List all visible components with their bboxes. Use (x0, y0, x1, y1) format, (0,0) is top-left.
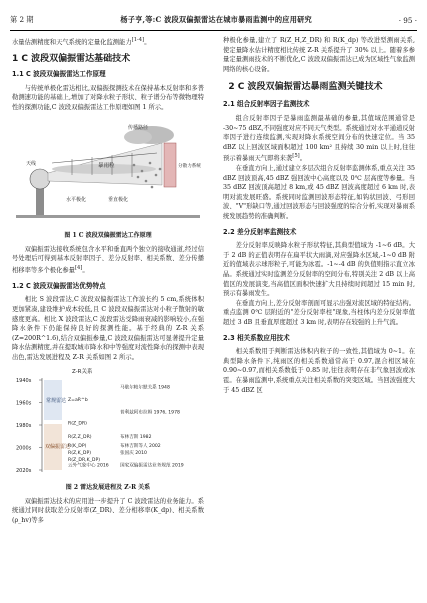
timeline-year: 2000s (16, 445, 32, 452)
timeline-year: 1960s (16, 400, 32, 407)
paragraph-2-1: 组合反射率因子是暴雨监测最基础的参量,其值域范围通常是 -30~75 dBZ,不同强度对应不同天气类型。系统通过对水平通道反射率因子进行连续监测,实现对降水系统空间分布的快速定位。当 35 dBZ 以上回波区域面积超过 100 km² 且持续 30 min 以上时,往往预示着暴雨天气即将来袭[5]。 (223, 114, 415, 163)
issue-number: 第 2 期 (10, 15, 34, 24)
paragraph-2-3: 差分反射率反映降水粒子形状特征,其典型值域为 -1~6 dB。大于 2 dB 的正值表明存在扁平状大雨滴,对应强降水区域,-1~0 dB 附近的值域表示球形粒子,可能为冰雹。-1~-4 dB 的负值则指示直立冰晶。系统通过实时监测差分反射率的空间分布,特别关注 2 dB 以上高值区的发展演变,当高值区面积快速扩大且持续时间超过 15 min 时,预示有暴雨发生。 (223, 242, 415, 298)
timeline-item: 普利兹阿布拉姆 1976, 1978 (120, 410, 180, 416)
section-2-heading: 2 C 波段双偏振雷达暴雨监测关键技术 (228, 82, 383, 93)
left-column (12, 36, 204, 525)
section-2-1-heading: 2.1 组合反射率因子监测技术 (223, 100, 310, 109)
timeline-item: 马歇尔帕尔默关系 1948 (120, 385, 170, 391)
scattering-volume (164, 143, 176, 187)
label-rain: 暴雨粒 (98, 162, 115, 169)
section-2-3-heading: 2.3 相关系数应用技术 (223, 333, 290, 342)
running-header (10, 13, 417, 27)
timeline-item: R(K_DP) (68, 444, 87, 450)
paragraph-2-2: 在垂直方向上,通过建立多层次组合反射率监测体系,重点关注 35 dBZ 回波顶高,45 dBZ 强回波中心高度以及 0℃ 层高度等参量。当 35 dBZ 回波顶高超过 8 km,或 45 dBZ 回波高度超过 6 km 时,表明对流发展旺盛。系统同时监测回波形态特征,如钩状回波、弓形回波、"V"形缺口等,通过回波形态与回波强度的综合分析,实现对暴雨系统发展趋势的准确判断。 (223, 165, 415, 220)
stage-conventional-label: 常规雷达 (46, 398, 67, 405)
paragraph-2-5: 相关系数用于判断雷达体积内粒子的一致性,其值域为 0~1。在典型降水条件下,纯雨区的相关系数通常高于 0.97,混合相区域在 0.90~0.97,而相关系数低于 0.85 时,往往表明存在非气象回波或冰雹。在暴雨监测中,系统重点关注相关系数的突变区域。当回波强度大于 45 dBZ 区 (223, 348, 415, 394)
ground (16, 215, 200, 218)
page-number: · 95 · (398, 15, 417, 25)
section-1-1-heading: 1.1 C 波段双偏振雷达工作原理 (12, 70, 106, 79)
section-1-heading: 1 C 波段双偏振雷达基础技术 (12, 53, 131, 64)
timeline-item: R(Z,Z_DR) (68, 435, 92, 441)
figure-2-caption: 图 2 雷达发展进程及 Z-R 关系 (65, 484, 151, 492)
label-propagation: 传播路径 (128, 124, 149, 131)
label-horizontal: 水平极化 (66, 196, 87, 203)
figure-1-caption: 图 1 C 波段双偏振雷达工作原理 (64, 232, 152, 240)
timeline-item: R(Z,K_DP) (68, 451, 92, 457)
timeline-year: 2020s (16, 468, 32, 475)
right-column (223, 36, 415, 395)
timeline-year: 1940s (16, 378, 32, 385)
paragraph-2-0: 种极化参量,建立了 R(Z_H,Z_DR) 和 R(K_dp) 等改进型测雨关系,使定量降水估计精度相比传统 Z-R 关系提升了 30% 以上。随着多参量定量测雨技术的不断优化,C 波段双偏振雷达已成为区域性气象监测网络的核心设备。 (223, 37, 415, 73)
section-2-2-heading: 2.2 差分反射率监测技术 (223, 227, 297, 236)
stage-dualpol-label: 双偏振雷达 (45, 444, 71, 451)
header-rule (10, 30, 417, 31)
label-antenna: 天线 (26, 160, 37, 167)
timeline-item: 张国庆 2010 (120, 451, 147, 457)
timeline-item: Z=aR^b (68, 398, 88, 404)
figure-2-timeline (12, 366, 204, 476)
citation: [4] (74, 265, 83, 272)
paragraph-1-2: 双偏振雷达接收系统包含水平和垂直两个独立的接收通道,经过信号处理后可得到基本反射率因子、差分反射率、相关系数、差分传播相移率等多个极化参量[4]。 (12, 245, 204, 275)
paragraph-2-4: 在垂直方向上,差分反射率剖面可显示出强对流区域的特征结构。重点监测 0℃ 层附近的"差分反射率柱"现象,当柱体内差分反射率值超过 3 dB 且垂直厚度超过 3 km 时,表明存在较强的上升气流。 (223, 299, 415, 326)
timeline-item: R(Z_DR,K_DP) (68, 458, 101, 464)
radar-dome (30, 169, 50, 189)
label-vertical: 垂直极化 (108, 196, 129, 203)
figure-1-radar-principle (12, 115, 204, 225)
timeline-item: 布林吉斯 1982 (120, 435, 152, 441)
timeline-year: 1980s (16, 423, 32, 430)
section-1-2-heading: 1.2 C 波段双偏振雷达优势特点 (12, 281, 106, 290)
timeline-years (16, 378, 42, 474)
timeline-top-label: Z-R关系 (72, 369, 93, 376)
timeline-item: 国家双偏振雷达业务规范 2019 (120, 464, 184, 470)
timeline-item: 布林吉斯等人 2002 (120, 444, 161, 450)
paragraph-1-1: 与传统单极化雷达相比,双偏振探测技术在保持基本反射率和多普勒测速功能的基础上,增加了对降水粒子形状、粒子谱分布等微物理特性的探测功能,C 波段双偏振雷达工作原理如图 1 所示。 (12, 84, 204, 112)
intro-paragraph: 水量估测精度和天气系统的定量化监测能力[1-4]。 (12, 37, 151, 47)
paragraph-1-3: 相比 S 波段雷达,C 波段双偏振雷达工作波长约 5 cm,系统体积更加紧凑,建设维护成本较低,且 C 波段双偏振雷达对小粒子散射的敏感度更高。相比 X 波段雷达,C 波段雷达受降雨衰减的影响较小,在强降水条件下仍能保持良好的探测性能。基于经典的 Z-R 关系(Z=200R^1.6),结合双偏振参量,C 波段双偏振雷达可显著提升定量降水估测精度,并在提取城市降水和中等强度对流性降水的探测中表现出色,雷达发展进程及 Z-R 关系如图 2 所示。 (12, 296, 204, 361)
citation: [5] (292, 153, 300, 160)
header-title: 杨子亨,等:C 波段双偏振雷达在城市暴雨监测中的应用研究 (120, 15, 312, 24)
citation: [1-4] (131, 37, 145, 43)
timeline-item: R(Z_DR) (68, 421, 87, 427)
label-cell: 分散力系统 (178, 163, 201, 169)
radar-tower (36, 185, 44, 215)
timeline-item: 云外气象中心 2016 (68, 464, 109, 470)
timeline-items (68, 384, 184, 469)
paragraph-1-4: 双偏振雷达技术的应用进一步提升了 C 波段雷达的业务能力。系统通过同时获取差分反射率(Z_DR)、差分相移率(K_dp)、相关系数(ρ_hv)等多 (12, 497, 204, 524)
